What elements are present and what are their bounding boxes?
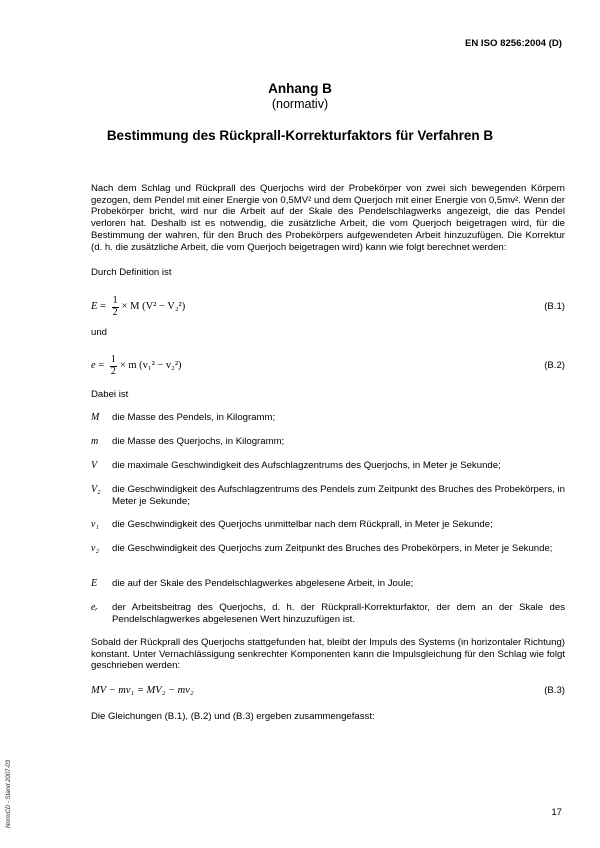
def-symbol: eᵣ bbox=[91, 602, 98, 613]
def-text: die Geschwindigkeit des Querjochs unmittelbar nach dem Rückprall, in Meter je Sekunde; bbox=[112, 519, 493, 530]
def-symbol: E bbox=[91, 578, 98, 589]
eq-b3-text: MV − mv₁ = MV₂ − mv₂ bbox=[91, 684, 194, 696]
def-symbol: V₂ bbox=[91, 484, 101, 495]
eq-b3-number: (B.3) bbox=[544, 685, 565, 696]
eq-b1-rest: × M (V² − V₂²) bbox=[121, 300, 186, 312]
def-text: die maximale Geschwindigkeit des Aufschlagzentrums des Querjochs, in Meter je Sekunde; bbox=[112, 460, 501, 471]
annex-label: Anhang B bbox=[268, 81, 332, 96]
equation-b2: e = $\frac{1}{2}$ × m (v₁² − v₂²) (B.2) bbox=[91, 354, 565, 377]
standard-reference: EN ISO 8256:2004 (D) bbox=[464, 38, 562, 49]
where-text: Dabei ist bbox=[91, 389, 129, 400]
annex-type: (normativ) bbox=[271, 97, 329, 111]
annex-title: Bestimmung des Rückprall-Korrekturfaktors für Verfahren B bbox=[106, 128, 494, 143]
equation-b3 bbox=[91, 678, 565, 704]
def-text: die Masse des Querjochs, in Kilogramm; bbox=[112, 436, 285, 447]
def-text: die Geschwindigkeit des Aufschlagzentrums des Pendels zum Zeitpunkt des Bruches des Probekörpers, in Meter je Sekunde; bbox=[112, 484, 565, 507]
eq-b1-lhs: E bbox=[91, 300, 98, 312]
page-number: 17 bbox=[551, 807, 562, 818]
eq-b1-number: (B.1) bbox=[544, 301, 565, 312]
def-symbol: M bbox=[91, 412, 100, 423]
def-symbol: v₂ bbox=[91, 543, 99, 554]
def-text: die Geschwindigkeit des Querjochs zum Zeitpunkt des Bruches des Probekörpers, in Meter je Sekunde; bbox=[112, 543, 553, 554]
momentum-paragraph: Sobald der Rückprall des Querjochs stattgefunden hat, bleibt der Impuls des Systems (in horizontaler Richtung) konstant. Unter Vernachlässigung senkrechter Komponenten kann die Impulsgleichung für den Schlag wie folgt geschrieben werden: bbox=[91, 637, 565, 672]
side-note: NormCD - Stand 2007-03 bbox=[6, 759, 12, 828]
def-symbol: V bbox=[91, 460, 98, 471]
eq-b2-number: (B.2) bbox=[544, 360, 565, 371]
definition-intro: Durch Definition ist bbox=[91, 267, 172, 278]
equation-b1: E = $\frac{1}{2}$ × M (V² − V₂²) (B.1) bbox=[91, 295, 565, 318]
combined-paragraph: Die Gleichungen (B.1), (B.2) und (B.3) ergeben zusammengefasst: bbox=[91, 711, 375, 722]
def-symbol: m bbox=[91, 436, 99, 447]
eq-b2-rest: × m (v₁² − v₂²) bbox=[119, 359, 182, 371]
def-symbol: v₁ bbox=[91, 519, 99, 530]
intro-paragraph: Nach dem Schlag und Rückprall des Querjochs wird der Probekörper von zwei sich bewegenden Körpern gezogen, dem Pendel mit einer Energie von 0,5MV² und dem Querjoch mit einer Energie von 0,5mv². Wenn der Probekörper bricht, wird nur die Arbeit auf der Skale des Pendelschlagwerks angezeigt, die das Pendel verloren hat. Deshalb ist es notwendig, die zusätzliche Arbeit, die vom Querjoch beigetragen wird, für die Bestimmung der wahren, für den Bruch des Probekörpers aufgewendeten Arbeit hinzuzufügen. Die Korrektur (d. h. die zusätzliche Arbeit, die vom Querjoch beigetragen wird) kann wie folgt berechnet werden: bbox=[91, 183, 565, 253]
eq-b1-fraction: $\frac{1}{2}$ bbox=[112, 295, 118, 318]
eq-b2-fraction: $\frac{1}{2}$ bbox=[110, 354, 116, 377]
eq-b2-lhs: e bbox=[91, 359, 96, 371]
and-text: und bbox=[91, 327, 108, 338]
def-text: der Arbeitsbeitrag des Querjochs, d. h. der Rückprall-Korrekturfaktor, der dem an der Skale des Pendelschlagwerkes abgelesenen Wert hinzuzufügen ist. bbox=[112, 602, 565, 625]
def-text: die auf der Skale des Pendelschlagwerkes abgelesene Arbeit, in Joule; bbox=[112, 578, 414, 589]
def-text: die Masse des Pendels, in Kilogramm; bbox=[112, 412, 276, 423]
